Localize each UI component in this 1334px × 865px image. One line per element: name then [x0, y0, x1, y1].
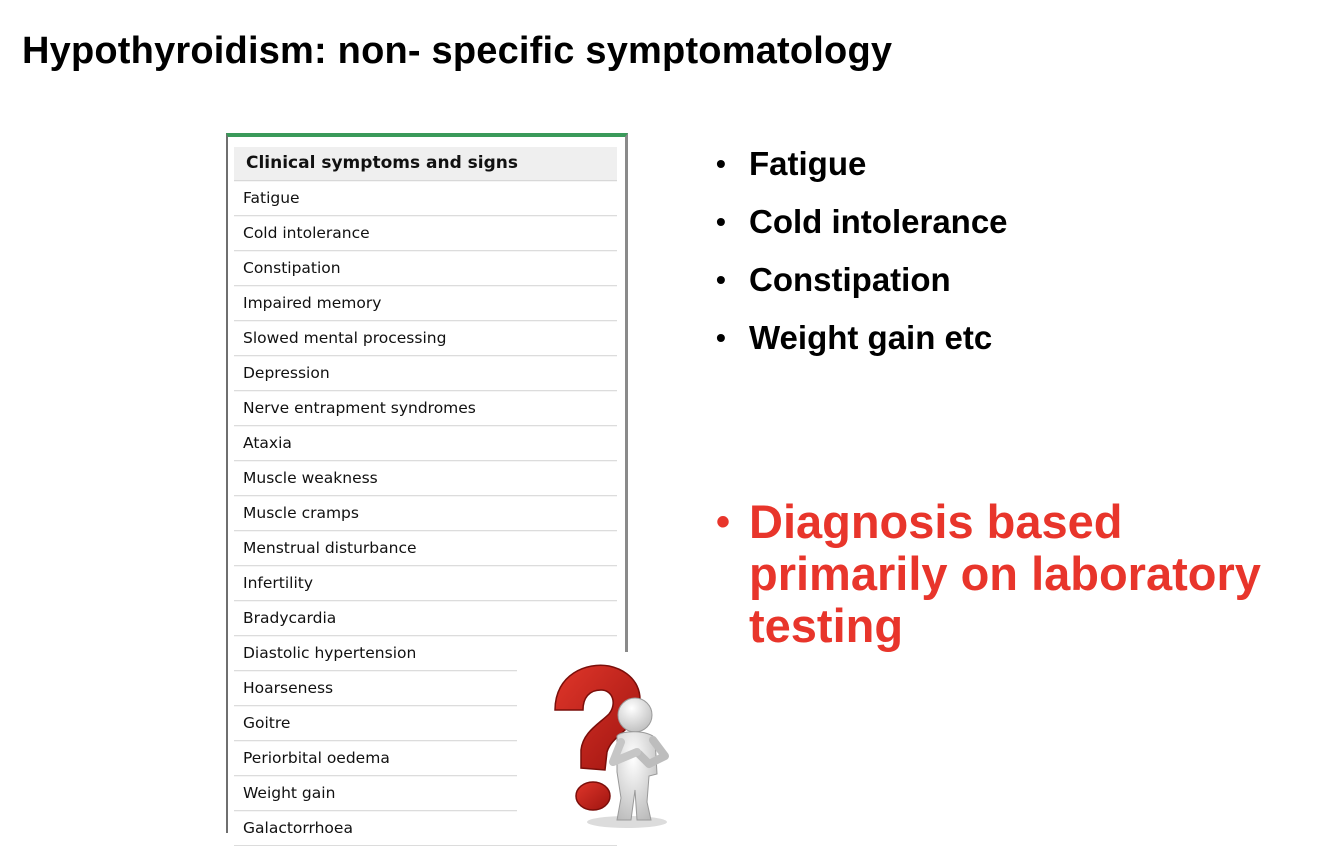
table-row: Goitre: [234, 706, 617, 741]
bullet-marker: •: [716, 148, 726, 179]
table-row: Periorbital oedema: [234, 741, 617, 776]
bullet-marker: •: [716, 500, 731, 544]
table-row: Cold intolerance: [234, 216, 617, 251]
table-row: Constipation: [234, 251, 617, 286]
table-row: Hoarseness: [234, 671, 617, 706]
question-mark-person-icon: [517, 652, 703, 835]
table-row: Muscle weakness: [234, 461, 617, 496]
table-row: Muscle cramps: [234, 496, 617, 531]
table-row: Galactorrhoea: [234, 811, 617, 846]
table-row: Depression: [234, 356, 617, 391]
table-row: Slowed mental processing: [234, 321, 617, 356]
table-row: Ataxia: [234, 426, 617, 461]
table-row: Menstrual disturbance: [234, 531, 617, 566]
table-row: Diastolic hypertension: [234, 636, 617, 671]
bullet-item: • Fatigue: [716, 145, 867, 182]
callout-text: Diagnosis based primarily on laboratory testing: [749, 495, 1261, 652]
diagnosis-callout: [716, 496, 1316, 652]
table-row: Impaired memory: [234, 286, 617, 321]
table-row: Fatigue: [234, 181, 617, 216]
slide-title: Hypothyroidism: non- specific symptomatology: [22, 30, 893, 72]
table-row: Bradycardia: [234, 601, 617, 636]
table-row: Weight gain: [234, 776, 617, 811]
bullet-item: • Weight gain etc: [716, 319, 993, 356]
bullet-item: • Cold intolerance: [716, 203, 1008, 240]
symptom-bullets: [716, 145, 1008, 377]
table-header: Clinical symptoms and signs: [234, 147, 617, 181]
table-row: Infertility: [234, 566, 617, 601]
bullet-marker: •: [716, 322, 726, 353]
table-row: Nerve entrapment syndromes: [234, 391, 617, 426]
bullet-marker: •: [716, 206, 726, 237]
bullet-marker: •: [716, 264, 726, 295]
bullet-item: • Constipation: [716, 261, 951, 298]
